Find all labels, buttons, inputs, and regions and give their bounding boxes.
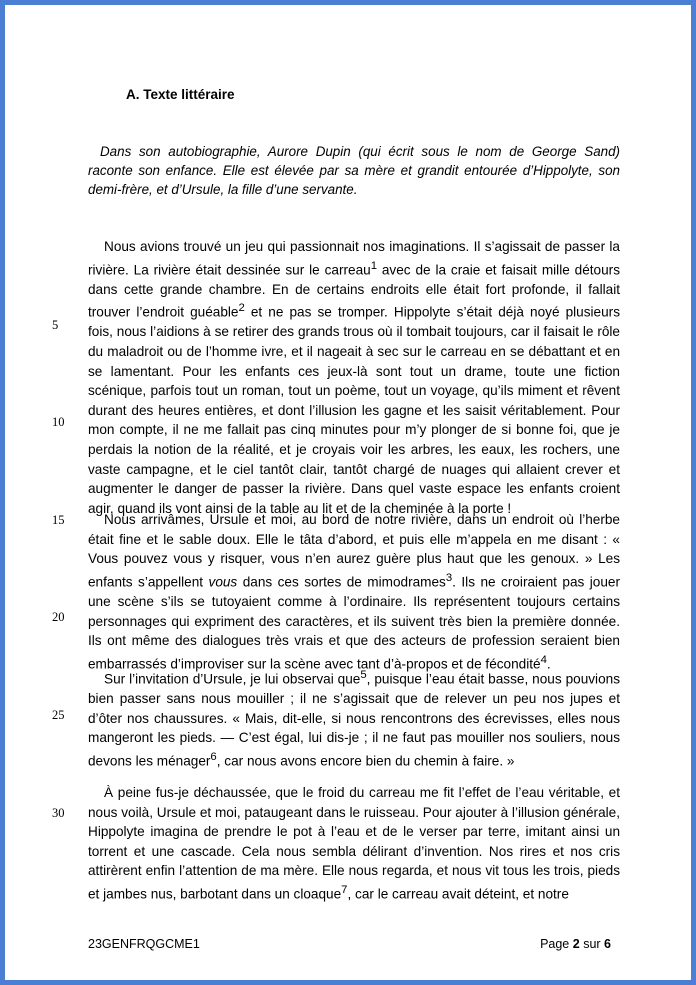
- line-number: 30: [52, 806, 65, 820]
- text-paragraph-1: Nous avions trouvé un jeu qui passionnait nos imaginations. Il s’agissait de passer la rivière. La rivière était dessinée sur le carreau$^1$ avec de la craie et faisait mille détours dans cette grande chambre. En de certains endroits elle était fort profonde, il fallait trouver l’endroit guéable$^2$ et ne pas se tromper. Hippolyte s’était déjà noyé plusieurs fois, nous l’aidions à se retirer des grands trous où il tombait toujours, car il faisait le rôle du maladroit ou de l’homme ivre, et il nageait à sec sur le carreau en se débattant et en se lamentant. Pour les enfants ces jeux-là sont tout un drame, toute une fiction scénique, parfois tout un roman, tout un poème, tout un voyage, qu’ils miment et rêvent durant des heures entières, et dont l’illusion les gagne et les saisit véritablement. Pour mon compte, il ne me fallait pas cinq minutes pour m’y plonger de si bonne foi, que je perdais la notion de la réalité, et je croyais voir les arbres, les eaux, les rochers, une vaste campagne, et le ciel tantôt clair, tantôt chargé de nuages qui allaient crever et augmenter le danger de passer la rivière. Dans quel vaste espace les enfants croient agir, quand ils vont ainsi de la table au lit et de la cheminée à la porte !: [88, 239, 620, 516]
- document-code: 23GENFRQGCME1: [88, 937, 200, 951]
- line-number: 15: [52, 513, 65, 527]
- document-page: [5, 5, 691, 980]
- page-current: 2: [572, 937, 580, 951]
- page-indicator: [540, 937, 611, 951]
- text-paragraph-2: Nous arrivâmes, Ursule et moi, au bord de notre rivière, dans un endroit où l’herbe était fine et le sable doux. Elle le tâta d’abord, et puis elle m’appela en me disant : « Vous pouvez vous y risquer, vous n’en aurez guère plus haut que les genoux. » Les enfants s’appellent vous dans ces sortes de mimodrames$^3$. Ils ne croiraient pas jouer une scène s’ils se tutoyaient comme à l’ordinaire. Ils représentent toujours certains personnages qui expriment des caractères, et ils suivent très bien la première donnée. Ils ont même des dialogues très vrais et que des acteurs de profession seraient bien embarrassés d’improviser sur la scène avec tant d’à-propos et de fécondité$^4$.: [88, 512, 621, 672]
- page-separator: sur: [583, 937, 601, 951]
- page-total: 6: [604, 937, 611, 951]
- line-number: 10: [52, 415, 65, 429]
- section-heading: A. Texte littéraire: [126, 87, 235, 102]
- text-paragraph-4: À peine fus-je déchaussée, que le froid du carreau me fit l’effet de l’eau véritable, et nous voilà, Ursule et moi, pataugeant dans le ruisseau. Pour ajouter à l’illusion générale, Hippolyte imagina de prendre le pot à l’eau et de le verser par terre, imitant ainsi un torrent et une cascade. Cela nous sembla délirant d’invention. Nos rires et nos cris attirèrent enfin l’attention de ma mère. Elle nous regarda, et nous vit tous les trois, pieds et jambes nus, barbotant dans un cloaque$^7$, car le carreau avait déteint, et notre: [88, 785, 620, 902]
- page-word: Page: [540, 937, 570, 951]
- intro-paragraph: Dans son autobiographie, Aurore Dupin (qui écrit sous le nom de George Sand) raconte son enfance. Elle est élevée par sa mère et grandit entourée d’Hippolyte, son demi-frère, et d’Ursule, la fille d’une servante.: [88, 144, 620, 197]
- line-number: 5: [52, 318, 59, 332]
- line-number: 20: [52, 610, 65, 624]
- text-paragraph-3: Sur l’invitation d’Ursule, je lui observai que$^5$, puisque l’eau était basse, nous pouvions bien passer sans nous mouiller ; il ne s’agissait que de relever un peu nos jupes et d’ôter nos chaussures. « Mais, dit-elle, si nous rencontrons des écrevisses, elles nous mangeront les pieds. — C’est égal, lui dis-je ; il ne faut pas mouiller nos souliers, nous devons les ménager$^6$, car nous avons encore bien du chemin à faire. »: [88, 669, 620, 769]
- line-number: 25: [52, 708, 65, 722]
